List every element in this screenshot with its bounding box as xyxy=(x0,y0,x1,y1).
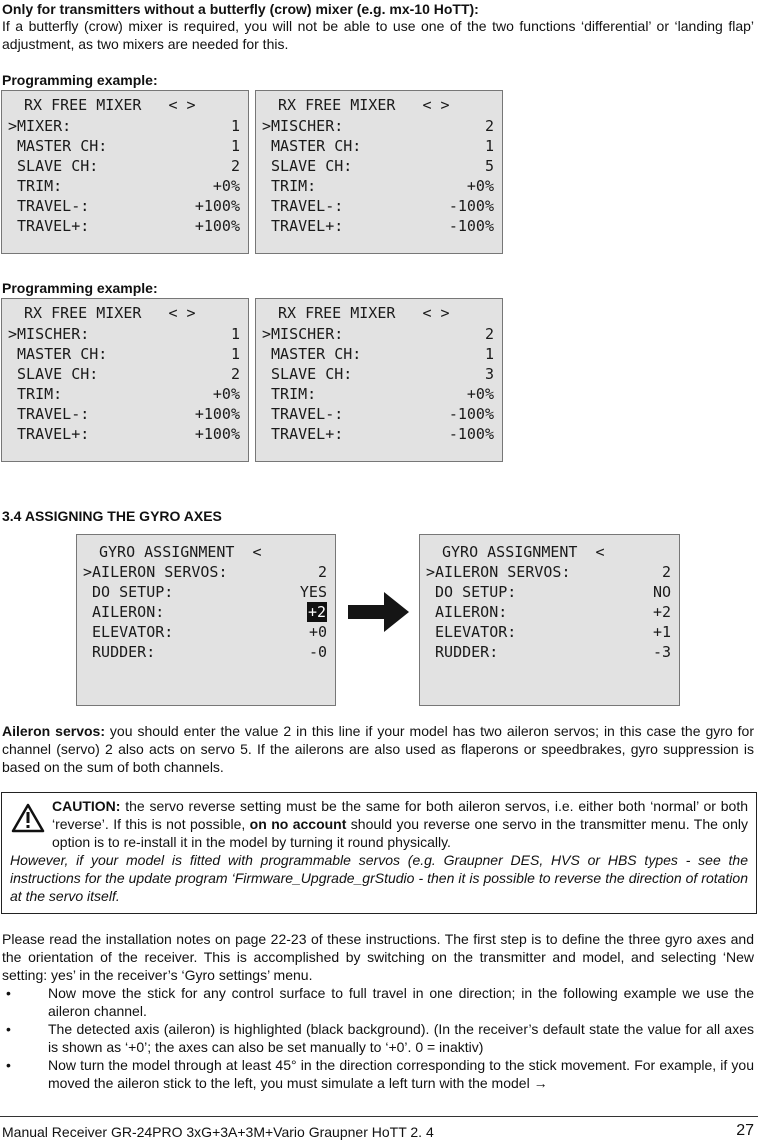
row-label: TRIM: xyxy=(8,385,63,403)
row-value: 1 xyxy=(484,345,494,363)
row-label: SLAVE CH: xyxy=(8,365,99,383)
row-label: MASTER CH: xyxy=(8,345,108,363)
row-value: 2 xyxy=(317,563,327,581)
row-value: 2 xyxy=(230,157,240,175)
bullet-text: The detected axis (aileron) is highlighted (black background). (In the receiver’s default state the value for all axes is shown as ‘+0’; the axes can also be set manually to ‘+0’. 0 = inaktiv) xyxy=(48,1021,754,1055)
row-label: MASTER CH: xyxy=(262,137,362,155)
row-label: TRAVEL-: xyxy=(262,197,344,215)
caution-text-1: the servo reverse setting must be the same for both aileron servos, i.e. either both ‘normal’ or both ‘reverse’. If this is not possible, xyxy=(52,798,748,832)
footer-divider xyxy=(0,1116,758,1117)
row-value: 1 xyxy=(230,345,240,363)
row-label: AILERON: xyxy=(426,603,508,621)
row-label: >MIXER: xyxy=(8,117,72,135)
row-label: SLAVE CH: xyxy=(8,157,99,175)
mixer-screen-2 xyxy=(255,90,503,254)
aileron-text: you should enter the value 2 in this line if your model has two aileron servos; in this case the gyro for channel (servo) 2 also acts on servo 5. If the ailerons are also used as flaperons or speedbrakes, gyro suppression is based on the sum of both channels. xyxy=(2,723,754,775)
caution-lead: CAUTION: xyxy=(52,798,121,814)
footer-title: Manual Receiver GR-24PRO 3xG+3A+3M+Vario Graupner HoTT 2. 4 xyxy=(2,1124,434,1140)
row-label: TRAVEL+: xyxy=(262,217,344,235)
caution-text xyxy=(52,797,748,851)
gyro-screen-after xyxy=(419,534,680,706)
caution-text-2: should you reverse one servo in the transmitter menu. The only option is to re-install it in the model by turning it round physically. xyxy=(52,816,748,850)
intro-text: If a butterfly (crow) mixer is required, you will not be able to use one of the two functions ‘differential’ or ‘landing flap’ adjustment, as two mixers are needed for this. xyxy=(2,18,754,52)
bullet-text: Now turn the model through at least 45° in the direction corresponding to the stick movement. For example, if you moved the aileron stick to the left, you must simulate a left turn with the model → xyxy=(48,1057,754,1091)
row-value: 2 xyxy=(230,365,240,383)
row-value: -100% xyxy=(448,197,494,215)
gyro-screen-before xyxy=(76,534,336,706)
row-value: 2 xyxy=(484,117,494,135)
row-value: +100% xyxy=(194,425,240,443)
mixer-screen-3 xyxy=(1,298,249,462)
row-value: +2 xyxy=(652,603,671,621)
caution-italic-note: However, if your model is fitted with programmable servos (e.g. Graupner DES, HVS or HBS types - see the instructions for the update program ‘Firmware_Upgrade_grStudio - then it is possible to reverse the direction of rotation at the servo itself. xyxy=(10,852,748,904)
row-value: YES xyxy=(299,583,327,601)
gyro-heading: 3.4 ASSIGNING THE GYRO AXES xyxy=(2,508,222,524)
page-number: 27 xyxy=(736,1122,754,1139)
aileron-lead: Aileron servos: xyxy=(2,723,105,739)
row-value: +0% xyxy=(212,385,240,403)
mixer-screen-4 xyxy=(255,298,503,462)
row-value: 1 xyxy=(230,325,240,343)
row-value: +0 xyxy=(308,623,327,641)
row-value: +1 xyxy=(652,623,671,641)
row-label: >MISCHER: xyxy=(8,325,90,343)
right-arrow-icon xyxy=(348,590,410,634)
row-value: -3 xyxy=(652,643,671,661)
install-paragraph: Please read the installation notes on page 22-23 of these instructions. The first step is to define the three gyro axes and the orientation of the receiver. This is accomplished by switching on the transmitter and model, and selecting ‘New setting: yes’ in the receiver’s ‘Gyro settings’ menu. xyxy=(2,931,754,983)
example1-label: Programming example: xyxy=(2,72,158,88)
row-label: TRAVEL-: xyxy=(8,197,90,215)
row-value: +100% xyxy=(194,217,240,235)
row-value: 1 xyxy=(230,137,240,155)
highlighted-value: +2 xyxy=(307,603,326,621)
bullet-text: Now move the stick for any control surface to full travel in one direction; in the following example we use the aileron channel. xyxy=(48,985,754,1019)
row-label: TRIM: xyxy=(8,177,63,195)
intro-heading: Only for transmitters without a butterfly (crow) mixer (e.g. mx-10 HoTT): xyxy=(2,1,479,17)
row-label: TRAVEL+: xyxy=(262,425,344,443)
row-label: >MISCHER: xyxy=(262,117,344,135)
row-label: TRIM: xyxy=(262,177,317,195)
row-label: ELEVATOR: xyxy=(83,623,174,641)
screen-title: GYRO ASSIGNMENT < xyxy=(99,543,262,561)
row-value: 3 xyxy=(484,365,494,383)
screen-title: RX FREE MIXER < > xyxy=(278,96,450,114)
row-label: DO SETUP: xyxy=(83,583,174,601)
row-label: >MISCHER: xyxy=(262,325,344,343)
row-value: +0% xyxy=(466,177,494,195)
row-label: MASTER CH: xyxy=(262,345,362,363)
row-label: TRAVEL-: xyxy=(8,405,90,423)
row-label: RUDDER: xyxy=(83,643,156,661)
row-value: -100% xyxy=(448,425,494,443)
row-label: SLAVE CH: xyxy=(262,365,353,383)
caution-box xyxy=(1,792,757,914)
row-value: 5 xyxy=(484,157,494,175)
row-value: +100% xyxy=(194,197,240,215)
warning-icon xyxy=(11,803,45,833)
row-label: >AILERON SERVOS: xyxy=(83,563,228,581)
screen-title: RX FREE MIXER < > xyxy=(278,304,450,322)
screen-title: RX FREE MIXER < > xyxy=(24,304,196,322)
row-label: DO SETUP: xyxy=(426,583,517,601)
row-value: 2 xyxy=(661,563,671,581)
row-value: 1 xyxy=(484,137,494,155)
bullet-item: • Now move the stick for any control surface to full travel in one direction; in the following example we use the aileron channel. xyxy=(6,985,754,1019)
bullet-item: • The detected axis (aileron) is highlighted (black background). (In the receiver’s default state the value for all axes is shown as ‘+0’; the axes can also be set manually to ‘+0’. 0 = inaktiv) xyxy=(6,1021,754,1055)
screen-title: GYRO ASSIGNMENT < xyxy=(442,543,605,561)
bullet-item: • Now turn the model through at least 45° in the direction corresponding to the stick movement. For example, if you moved the aileron stick to the left, you must simulate a left turn with the model → xyxy=(6,1057,754,1091)
screen-title: RX FREE MIXER < > xyxy=(24,96,196,114)
row-label: TRIM: xyxy=(262,385,317,403)
caution-emphasis: on no account xyxy=(249,816,347,832)
row-value: -100% xyxy=(448,405,494,423)
row-value: +100% xyxy=(194,405,240,423)
row-label: AILERON: xyxy=(83,603,165,621)
row-label: TRAVEL+: xyxy=(8,425,90,443)
row-label: TRAVEL+: xyxy=(8,217,90,235)
row-label: SLAVE CH: xyxy=(262,157,353,175)
row-value: -100% xyxy=(448,217,494,235)
row-value: -0 xyxy=(308,643,327,661)
row-label: RUDDER: xyxy=(426,643,499,661)
row-value: 1 xyxy=(230,117,240,135)
row-label: ELEVATOR: xyxy=(426,623,517,641)
aileron-paragraph xyxy=(2,722,754,776)
row-label: TRAVEL-: xyxy=(262,405,344,423)
row-value: +0% xyxy=(212,177,240,195)
example2-label: Programming example: xyxy=(2,280,158,296)
row-value: 2 xyxy=(484,325,494,343)
row-value: NO xyxy=(652,583,671,601)
row-value: +0% xyxy=(466,385,494,403)
row-label: MASTER CH: xyxy=(8,137,108,155)
mixer-screen-1 xyxy=(1,90,249,254)
row-label: >AILERON SERVOS: xyxy=(426,563,571,581)
